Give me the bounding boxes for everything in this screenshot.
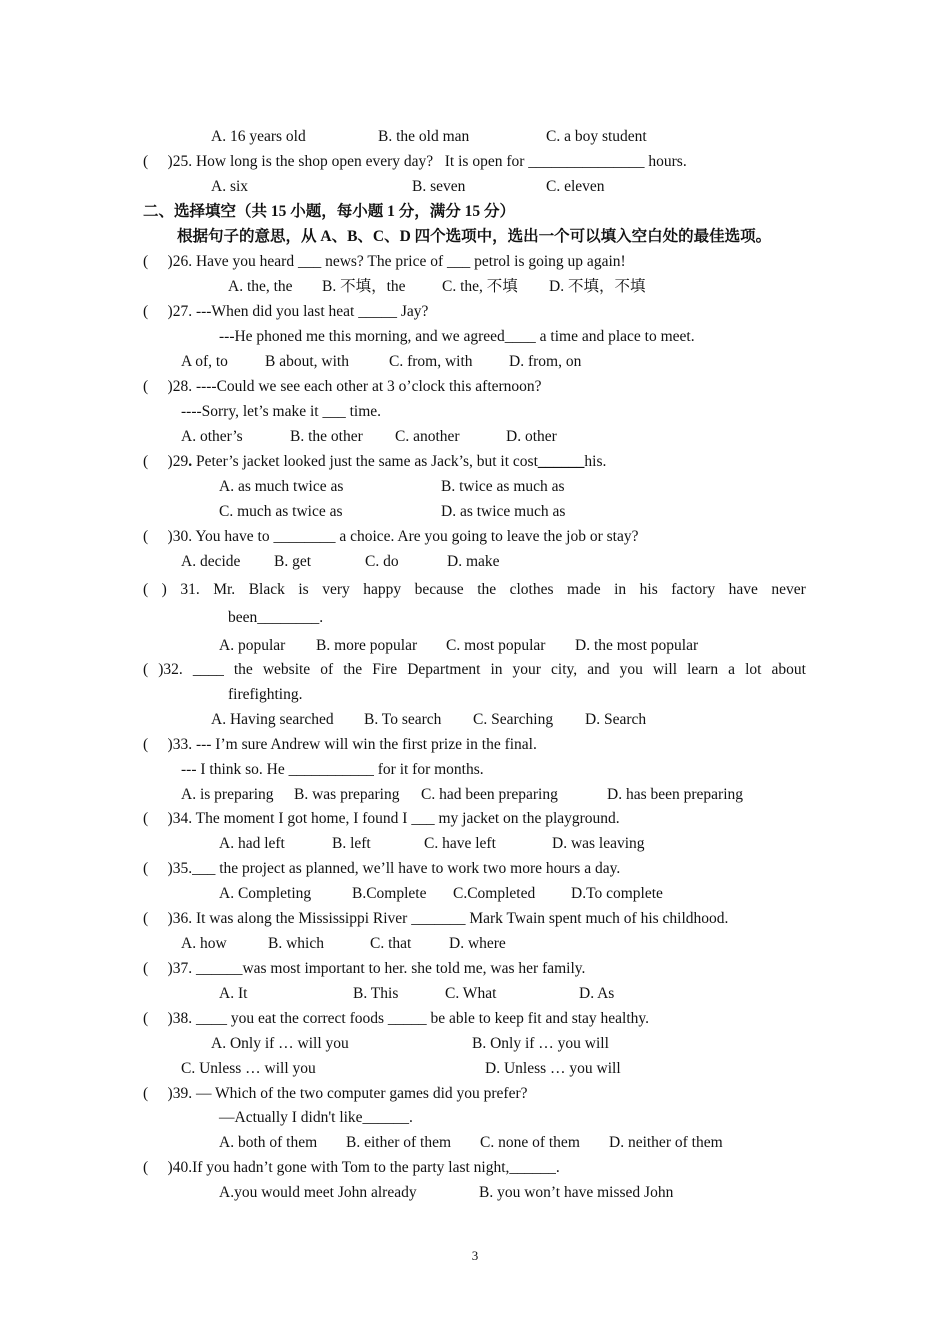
page-number: 3 [471,1248,479,1263]
q27-option-d: D. from, on [509,353,582,370]
q39-option-c: C. none of them [480,1134,580,1151]
q32-word: website [262,661,311,678]
q36-option-a: A. how [181,935,227,952]
q32-word: of [320,661,334,678]
q32-stem [143,660,806,680]
q40-option-b: B. you won’t have missed John [479,1184,674,1201]
q30-option-b: B. get [274,553,312,570]
q34-option-c: C. have left [424,835,496,852]
q31-word: because [414,581,464,598]
q30-option-d: D. make [447,553,500,570]
q32-word: you [619,661,643,678]
q28-option-a: A. other’s [181,428,243,445]
q32-word: in [490,661,503,678]
q32-word: the [233,661,253,678]
q32-word: ( [143,661,149,678]
q33-line2: --- I think so. He ___________ for it for months. [181,761,484,778]
q28-stem: ( )28. ----Could we see each other at 3 o’clock this afternoon? [143,378,542,395]
q29-number: ( )29 [143,453,189,470]
q25-stem: ( )25. How long is the shop open every day? It is open for _______________ hours. [143,153,687,170]
q26-option-c: C. the, 不填 [442,278,518,295]
q31-word: ) [161,581,167,598]
q29-text: Peter’s jacket looked just the same as Jack’s, but it cost [192,453,538,470]
q25-option-a: A. six [211,178,249,195]
q31-word: Black [248,581,285,598]
q39-option-d: D. neither of them [609,1134,723,1151]
q26-stem: ( )26. Have you heard ___ news? The price of ___ petrol is going up again! [143,253,626,270]
q29-stem [143,452,606,472]
q32-word: will [652,661,678,678]
q35-option-b: B.Complete [352,885,427,902]
q32-line2: firefighting. [228,686,303,703]
q27-option-a: A of, to [181,353,228,370]
q37-option-b: B. This [353,985,399,1002]
q31-option-c: C. most popular [446,637,546,654]
q27-option-c: C. from, with [389,353,473,370]
q32-word: learn [687,661,719,678]
q31-option-d: D. the most popular [575,637,699,654]
q31-word: Mr. [213,581,236,598]
q38-stem: ( )38. ____ you eat the correct foods _____ be able to keep fit and stay healthy. [143,1010,650,1027]
q32-word: and [587,661,610,678]
q31-word: have [728,581,758,598]
q31-word: never [771,581,806,598]
q34-option-b: B. left [332,835,371,852]
q29-option-d: D. as twice much as [441,503,566,520]
q31-word: his [639,581,658,598]
q39-stem: ( )39. — Which of the two computer games did you prefer? [143,1085,528,1102]
q31-word: very [322,581,350,598]
q38-option-d: D. Unless … you will [485,1060,621,1077]
q26-option-b: B. 不填，the [322,278,406,295]
q29-dot: . [188,453,193,470]
q32-option-a: A. Having searched [211,711,334,728]
q38-option-c: C. Unless … will you [181,1060,316,1077]
q39-line2: —Actually I didn't like______. [219,1109,413,1126]
q25-option-c: C. eleven [546,178,605,195]
q29-blank: ______ [537,453,585,470]
q31-word: 31. [180,581,200,598]
q32-word: your [512,661,541,678]
q30-option-a: A. decide [181,553,241,570]
q28-line2: ----Sorry, let’s make it ___ time. [181,403,382,420]
q29-end: his. [584,453,607,470]
q31-word: made [567,581,601,598]
q32-word: ____ [192,661,224,678]
q31-word: factory [671,581,716,598]
section-instruction: 根据句子的意思，从 A、B、C、D 四个选项中，选出一个可以填入空白处的最佳选项。 [177,228,772,245]
q26-option-a: A. the, the [228,278,293,295]
q29-option-a: A. as much twice as [219,478,344,495]
q31-word: clothes [509,581,554,598]
q34-option-d: D. was leaving [552,835,645,852]
q40-option-a: A.you would meet John already [219,1184,417,1201]
q24-option-b: B. the old man [378,128,470,145]
q27-line2: ---He phoned me this morning, and we agreed____ a time and place to meet. [219,328,695,345]
q37-option-d: D. As [579,985,615,1002]
q35-option-a: A. Completing [219,885,312,902]
q29-option-c: C. much as twice as [219,503,343,520]
q28-option-b: B. the other [290,428,363,445]
q31-word: in [614,581,627,598]
q26-option-d: D. 不填，不填 [549,278,646,295]
q31-word: the [477,581,497,598]
q27-option-b: B about, with [265,353,349,370]
q34-stem: ( )34. The moment I got home, I found I ___ my jacket on the playground. [143,810,620,827]
q32-word: about [771,661,806,678]
q39-option-a: A. both of them [219,1134,318,1151]
q36-option-d: D. where [449,935,506,952]
q32-word: city, [551,661,578,678]
q32-word: lot [745,661,762,678]
q33-option-b: B. was preparing [294,786,400,803]
q32-option-d: D. Search [585,711,647,728]
q31-option-a: A. popular [219,637,286,654]
q30-stem: ( )30. You have to ________ a choice. Are you going to leave the job or stay? [143,528,639,545]
q38-option-b: B. Only if … you will [472,1035,609,1052]
q35-stem: ( )35.___ the project as planned, we’ll have to work two more hours a day. [143,860,621,877]
q31-word: ( [143,581,149,598]
q32-option-c: C. Searching [473,711,554,728]
q32-word: Department [407,661,481,678]
q35-option-d: D.To complete [571,885,663,902]
q36-option-b: B. which [268,935,324,952]
q39-option-b: B. either of them [346,1134,452,1151]
q35-option-c: C.Completed [453,885,536,902]
q36-option-c: C. that [370,935,412,952]
section-heading: 二、选择填空（共 15 小题，每小题 1 分，满分 15 分） [143,203,516,220]
q31-word: is [298,581,309,598]
q27-stem: ( )27. ---When did you last heat _____ Jay? [143,303,429,320]
q32-word: the [343,661,363,678]
q37-option-c: C. What [445,985,497,1002]
q33-stem: ( )33. --- I’m sure Andrew will win the first prize in the final. [143,736,537,753]
q31-line2: been________. [228,609,324,626]
q31-stem [143,580,806,600]
q28-option-c: C. another [395,428,460,445]
q31-word: happy [363,581,402,598]
q38-option-a: A. Only if … will you [211,1035,349,1052]
q24-option-c: C. a boy student [546,128,647,145]
q32-word: Fire [372,661,398,678]
q37-stem: ( )37. ______was most important to her. she told me, was her family. [143,960,586,977]
q30-option-c: C. do [365,553,399,570]
q29-option-b: B. twice as much as [441,478,565,495]
q31-option-b: B. more popular [316,637,418,654]
q33-option-a: A. is preparing [181,786,274,803]
q32-word: a [728,661,736,678]
q34-option-a: A. had left [219,835,285,852]
q40-stem: ( )40.If you hadn’t gone with Tom to the party last night,______. [143,1159,560,1176]
q24-option-a: A. 16 years old [211,128,306,145]
q25-option-b: B. seven [412,178,466,195]
q28-option-d: D. other [506,428,557,445]
q32-word: )32. [158,661,183,678]
q33-option-d: D. has been preparing [607,786,744,803]
q37-option-a: A. It [219,985,248,1002]
q32-option-b: B. To search [364,711,442,728]
q36-stem: ( )36. It was along the Mississippi River _______ Mark Twain spent much of his childhood. [143,910,729,927]
q33-option-c: C. had been preparing [421,786,558,803]
